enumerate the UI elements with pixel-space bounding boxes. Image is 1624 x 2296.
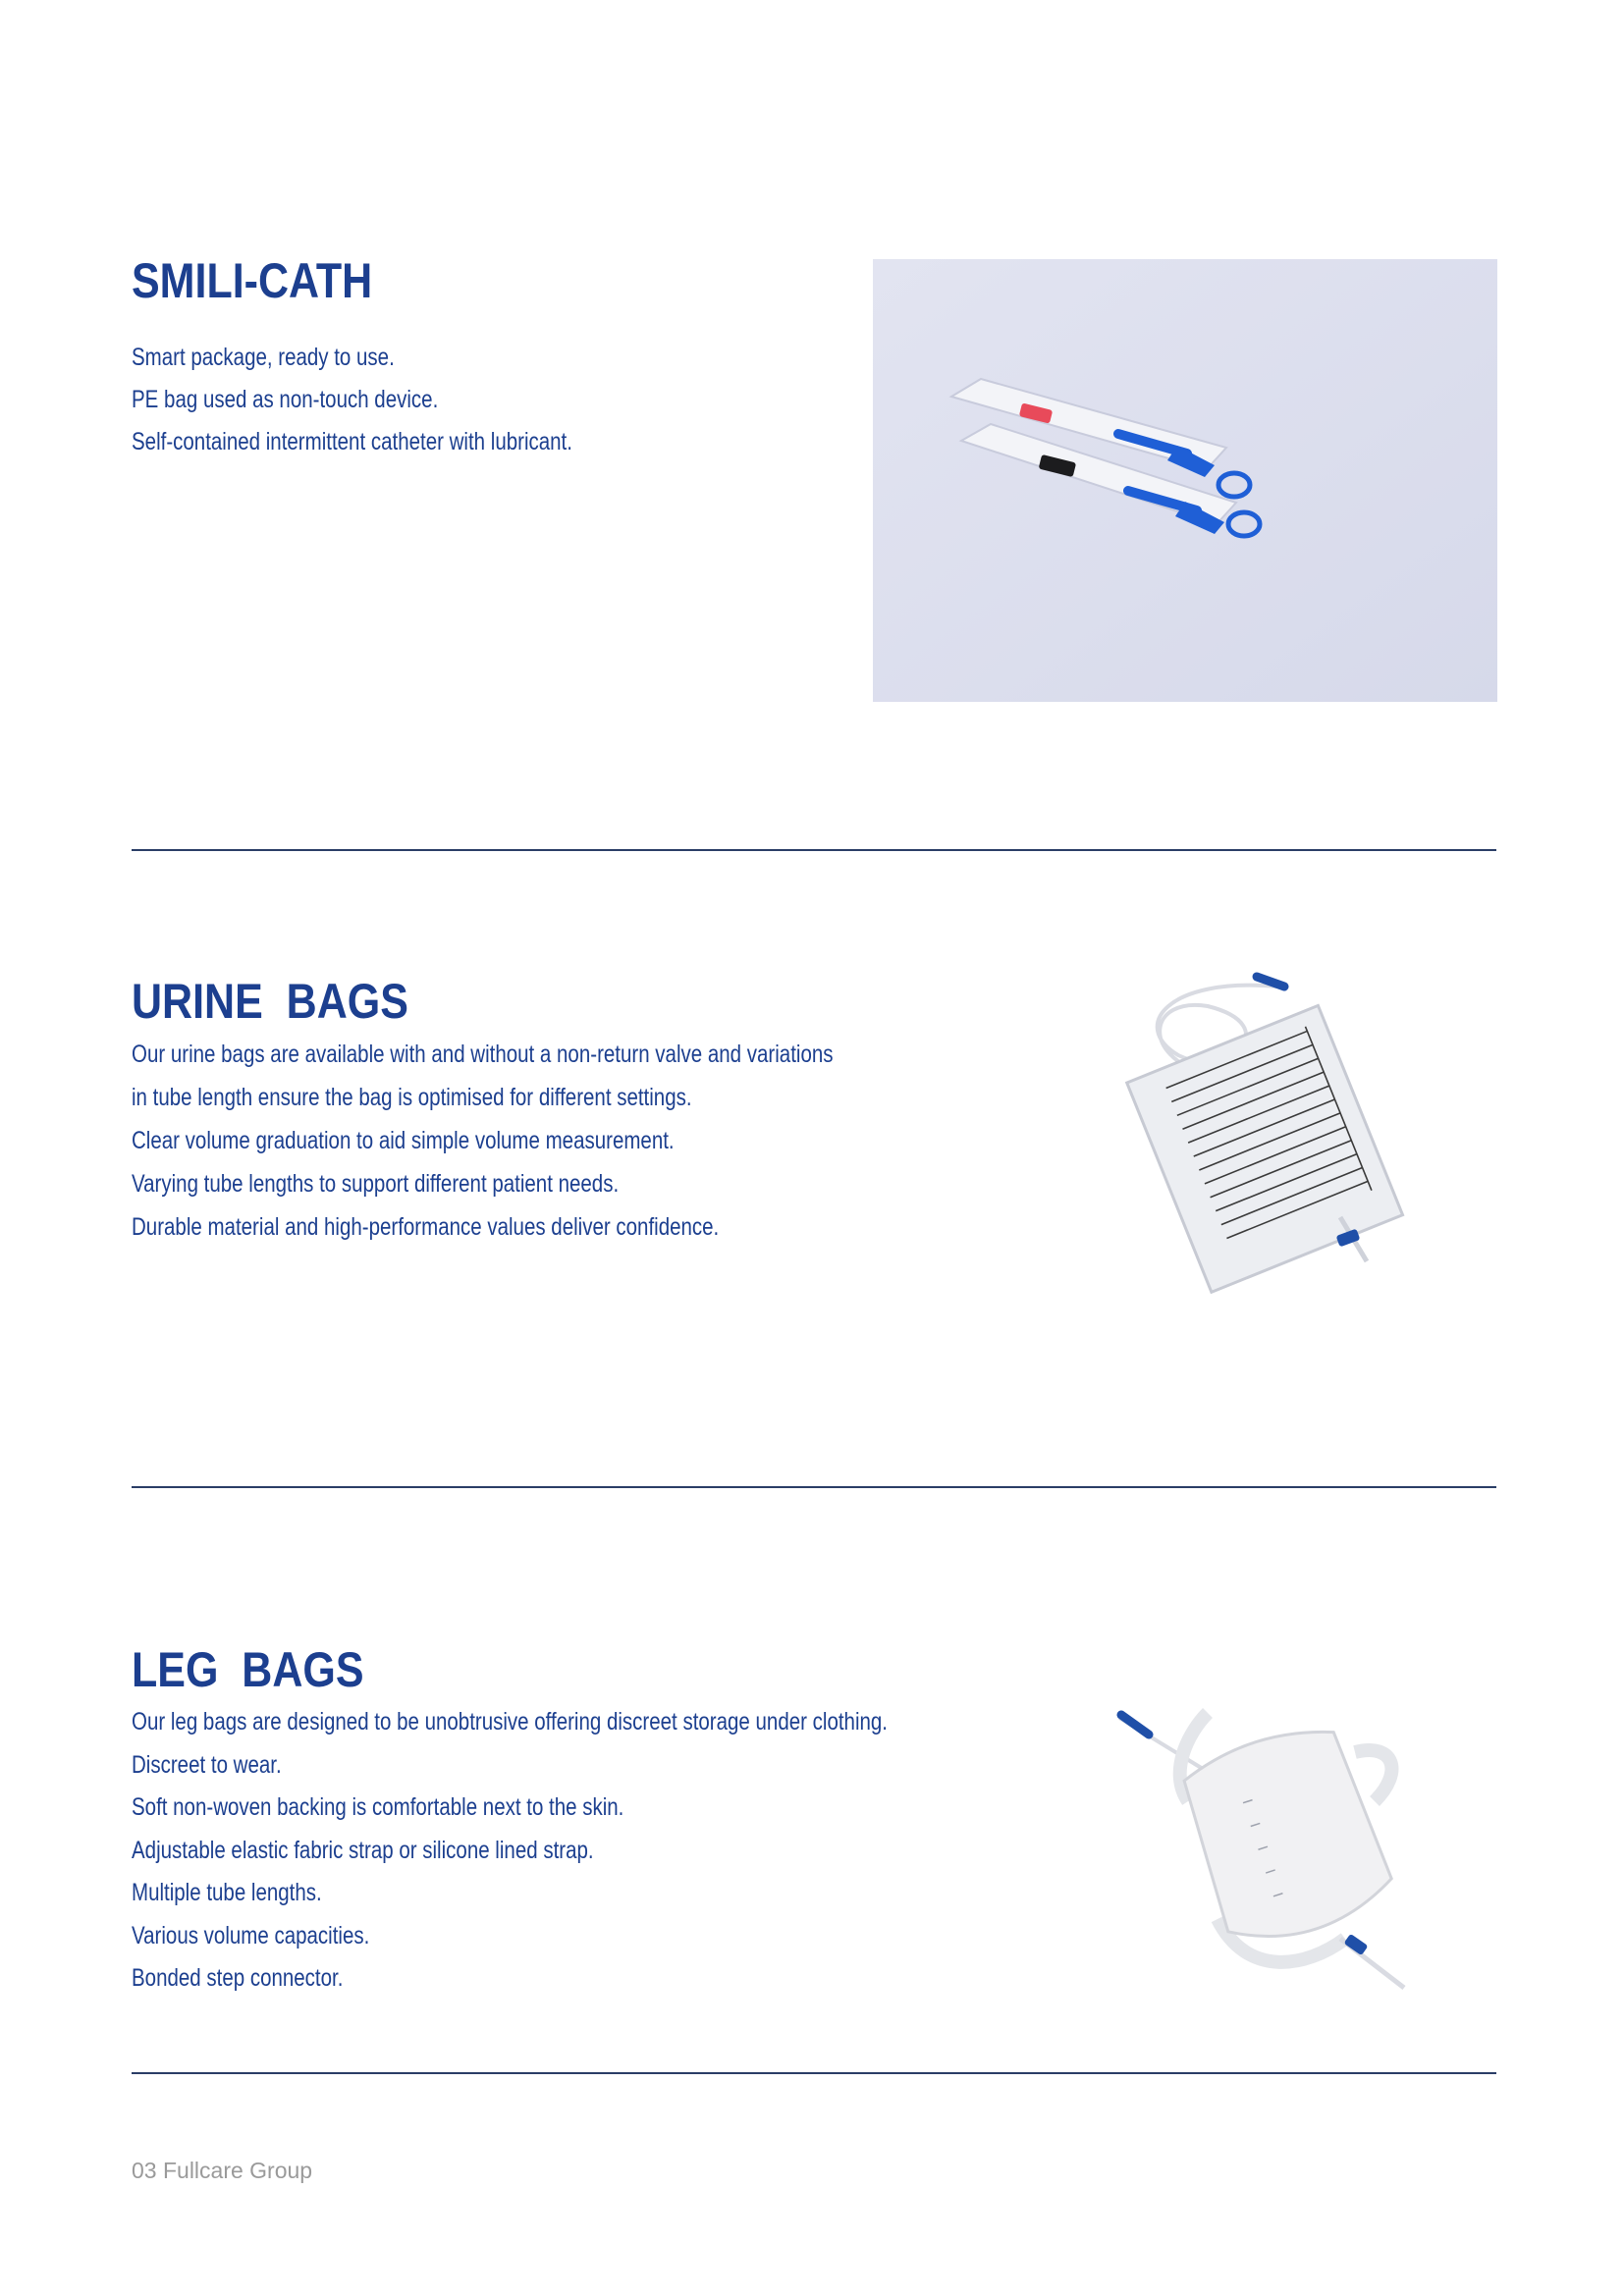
smili-cath-features: [132, 337, 670, 463]
feature-line: in tube length ensure the bag is optimised for different settings.: [132, 1084, 692, 1111]
section-title-urine-bags: URINE BAGS: [132, 974, 408, 1029]
feature-line: Our leg bags are designed to be unobtrusive offering discreet storage under clothing.: [132, 1708, 889, 1735]
catheter-illustration: [873, 259, 1497, 702]
feature-line: Soft non-woven backing is comfortable next to the skin.: [132, 1793, 624, 1821]
leg-bag-illustration: [1110, 1693, 1502, 1998]
feature-line: Multiple tube lengths.: [132, 1879, 322, 1906]
section-title-leg-bags: LEG BAGS: [132, 1642, 364, 1697]
feature-line: Bonded step connector.: [132, 1964, 344, 1992]
urine-bags-features: [132, 1033, 987, 1249]
section-divider: [132, 1486, 1496, 1488]
feature-line: Clear volume graduation to aid simple volume measurement.: [132, 1127, 675, 1154]
urine-bag-illustration: [1110, 967, 1434, 1310]
section-title-smili-cath: SMILI-CATH: [132, 253, 373, 308]
leg-bags-features: [132, 1701, 1054, 2001]
smili-cath-product-photo: [873, 259, 1497, 702]
feature-line: Our urine bags are available with and without a non-return valve and variations: [132, 1041, 834, 1068]
urine-bag-product-photo: [1110, 967, 1434, 1310]
feature-line: Varying tube lengths to support different patient needs.: [132, 1170, 620, 1198]
footer-page-label: 03 Fullcare Group: [132, 2158, 313, 2183]
leg-bag-product-photo: [1110, 1693, 1502, 1998]
feature-line: Adjustable elastic fabric strap or silicone lined strap.: [132, 1836, 594, 1864]
feature-line: Smart package, ready to use.: [132, 344, 395, 371]
feature-line: PE bag used as non-touch device.: [132, 386, 439, 413]
feature-line: Durable material and high-performance values deliver confidence.: [132, 1213, 720, 1241]
feature-line: Various volume capacities.: [132, 1921, 370, 1949]
section-divider: [132, 849, 1496, 851]
feature-line: Self-contained intermittent catheter with lubricant.: [132, 428, 572, 455]
section-divider: [132, 2072, 1496, 2074]
feature-line: Discreet to wear.: [132, 1750, 282, 1779]
